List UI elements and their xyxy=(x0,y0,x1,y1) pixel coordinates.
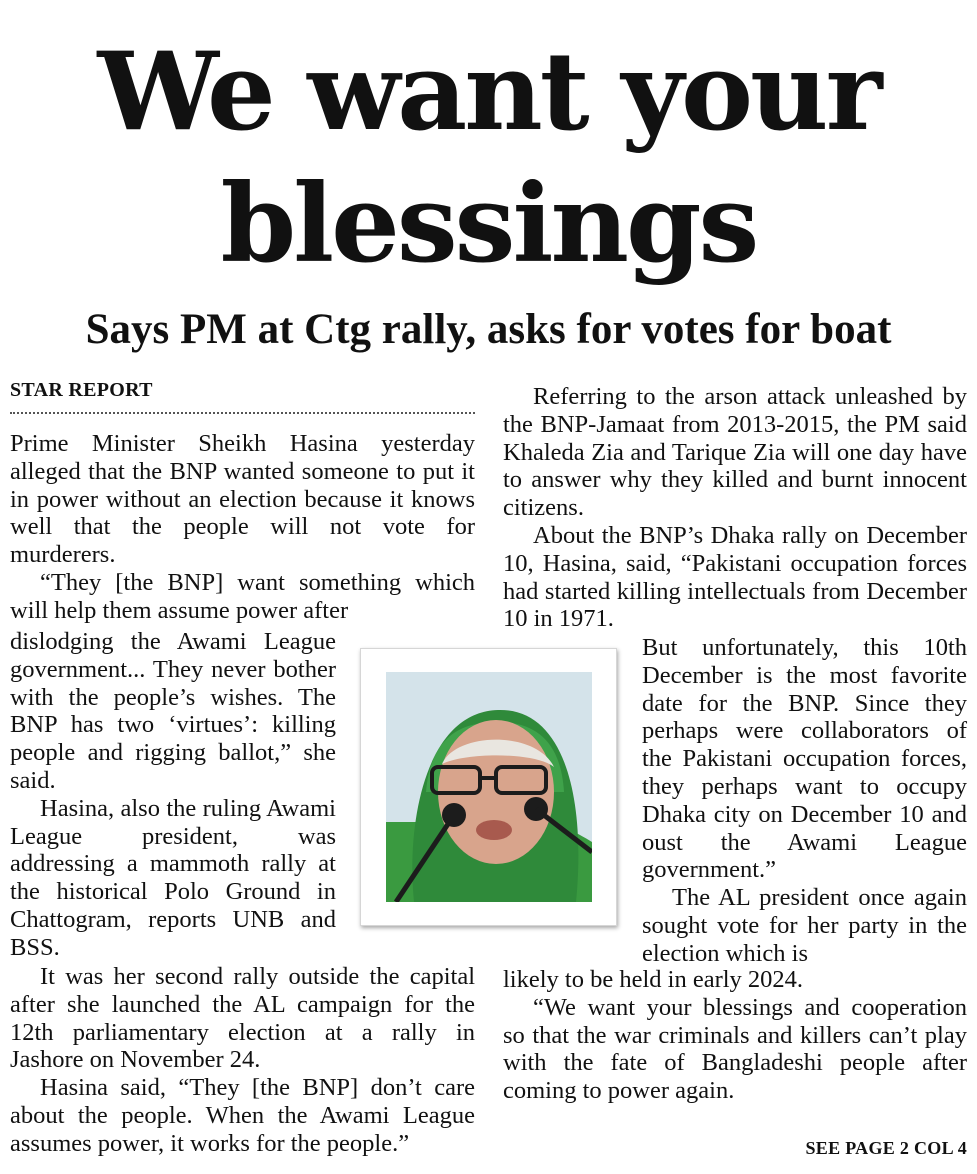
paragraph: Referring to the arson attack unleashed by the BNP-Jamaat from 2013-2015, the PM said Khaleda Zia and Tarique Zia will one day have to answer why they killed and burnt innocent citizens. xyxy=(503,383,967,522)
paragraph: It was her second rally outside the capital after she launched the AL campaign for the 12th parliamentary election at a rally in Jashore on November 24. xyxy=(10,963,475,1074)
paragraph: “They [the BNP] want something which will help them assume power after xyxy=(10,568,475,624)
paragraph-continuation: dislodging the Awami League government... They never bother with the people’s wishes. The BNP has two ‘virtues’: killing people and rigging ballot,” she said. xyxy=(10,628,336,794)
paragraph: “We want your blessings and cooperation so that the war criminals and killers can’t play with the fate of Bangladeshi people after coming to power again. xyxy=(503,993,967,1105)
byline-divider xyxy=(10,412,475,414)
paragraph-continuation: But unfortunately, this 10th December is the most favorite date for the BNP. Since they perhaps were collaborators of the Pakistani occupation forces, they perhaps want to occupy Dhaka city on December 10 and oust the Awami League government.” xyxy=(642,634,967,884)
paragraph: Hasina, also the ruling Awami League president, was addressing a mammoth rally at the historical Polo Ground in Chattogram, reports UNB and BSS. xyxy=(10,794,336,961)
right-column-bottom xyxy=(503,966,967,1105)
right-column-beside-photo xyxy=(642,634,967,968)
paragraph: The AL president once again sought vote for her party in the election which is xyxy=(642,884,967,967)
byline: STAR REPORT xyxy=(10,379,153,401)
paragraph: About the BNP’s Dhaka rally on December 10, Hasina, said, “Pakistani occupation forces had started killing intellectuals from December 10 in 1971. xyxy=(503,521,967,633)
paragraph: Prime Minister Sheikh Hasina yesterday alleged that the BNP wanted someone to put it in power without an election because it knows well that the people will not vote for murderers. xyxy=(10,430,475,569)
photo-frame xyxy=(360,648,617,926)
portrait-photo-icon xyxy=(386,672,592,902)
left-column-top xyxy=(10,430,475,625)
headline-line-1: We want your xyxy=(97,29,880,155)
jump-line: SEE PAGE 2 COL 4 xyxy=(805,1138,967,1158)
left-column-bottom xyxy=(10,963,475,1158)
paragraph-continuation: likely to be held in early 2024. xyxy=(503,966,804,993)
left-column-beside-photo xyxy=(10,628,336,962)
right-column-top xyxy=(503,383,967,633)
paragraph: Hasina said, “They [the BNP] don’t care about the people. When the Awami League assumes power, it works for the people.” xyxy=(10,1074,475,1157)
headline-line-2: blessings xyxy=(220,161,757,287)
subheadline: Says PM at Ctg rally, asks for votes for boat xyxy=(85,306,892,353)
